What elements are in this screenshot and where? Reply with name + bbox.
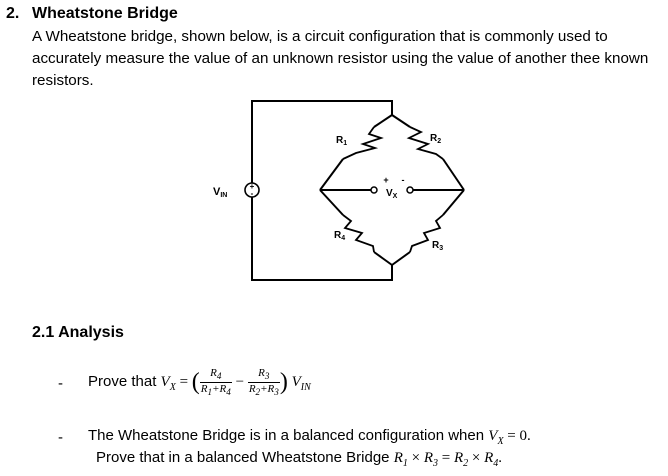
vin-label: VIN	[213, 186, 228, 199]
item-2-text-1: The Wheatstone Bridge is in a balanced configuration when	[88, 427, 485, 444]
vx-terminal-negative	[407, 187, 413, 193]
item-2-line-1	[88, 427, 531, 447]
bullet-2: -	[58, 429, 63, 446]
equation-vx: $V_X$ = ( $\frac{R_4}{R_1+R_4}$ − $\frac{R_3}{R_2+R_3}$ ) $V_{IN}$	[160, 367, 311, 398]
question-paragraph: A Wheatstone bridge, shown below, is a circuit configuration that is commonly used to accurately measure the value of an unknown resistor using the value of another thee known resistors.	[32, 28, 649, 89]
vx-label: $V_X$	[386, 188, 398, 200]
section-title: 2.1 Analysis	[32, 324, 124, 341]
item-2-line-2	[96, 449, 502, 469]
equation-balance: $V_X = 0$.	[488, 428, 531, 447]
resistor-r4	[343, 215, 374, 252]
bullet-1: -	[58, 375, 63, 392]
circuit-wires	[249, 101, 464, 280]
r3-label: $R_3$	[432, 240, 444, 252]
question-title: Wheatstone Bridge	[32, 5, 178, 22]
r4-label: $R_4$	[334, 230, 346, 242]
item-1	[88, 367, 311, 398]
source-minus-sign: -	[250, 189, 254, 198]
equation-product: $R_1 \times R_3 = R_2 \times R_4$.	[393, 450, 503, 469]
question-number: 2.	[6, 5, 20, 22]
source-plus-sign: +	[249, 182, 255, 191]
r1-label: $R_1$	[336, 135, 348, 147]
vx-plus-sign: +	[383, 175, 389, 185]
item-1-prefix: Prove that	[88, 373, 157, 391]
vx-minus-sign: -	[401, 175, 405, 185]
vx-terminal-positive	[371, 187, 377, 193]
item-2-text-2: Prove that in a balanced Wheatstone Bridge	[96, 449, 390, 466]
r2-label: $R_2$	[430, 133, 442, 145]
resistor-r1	[343, 127, 381, 159]
